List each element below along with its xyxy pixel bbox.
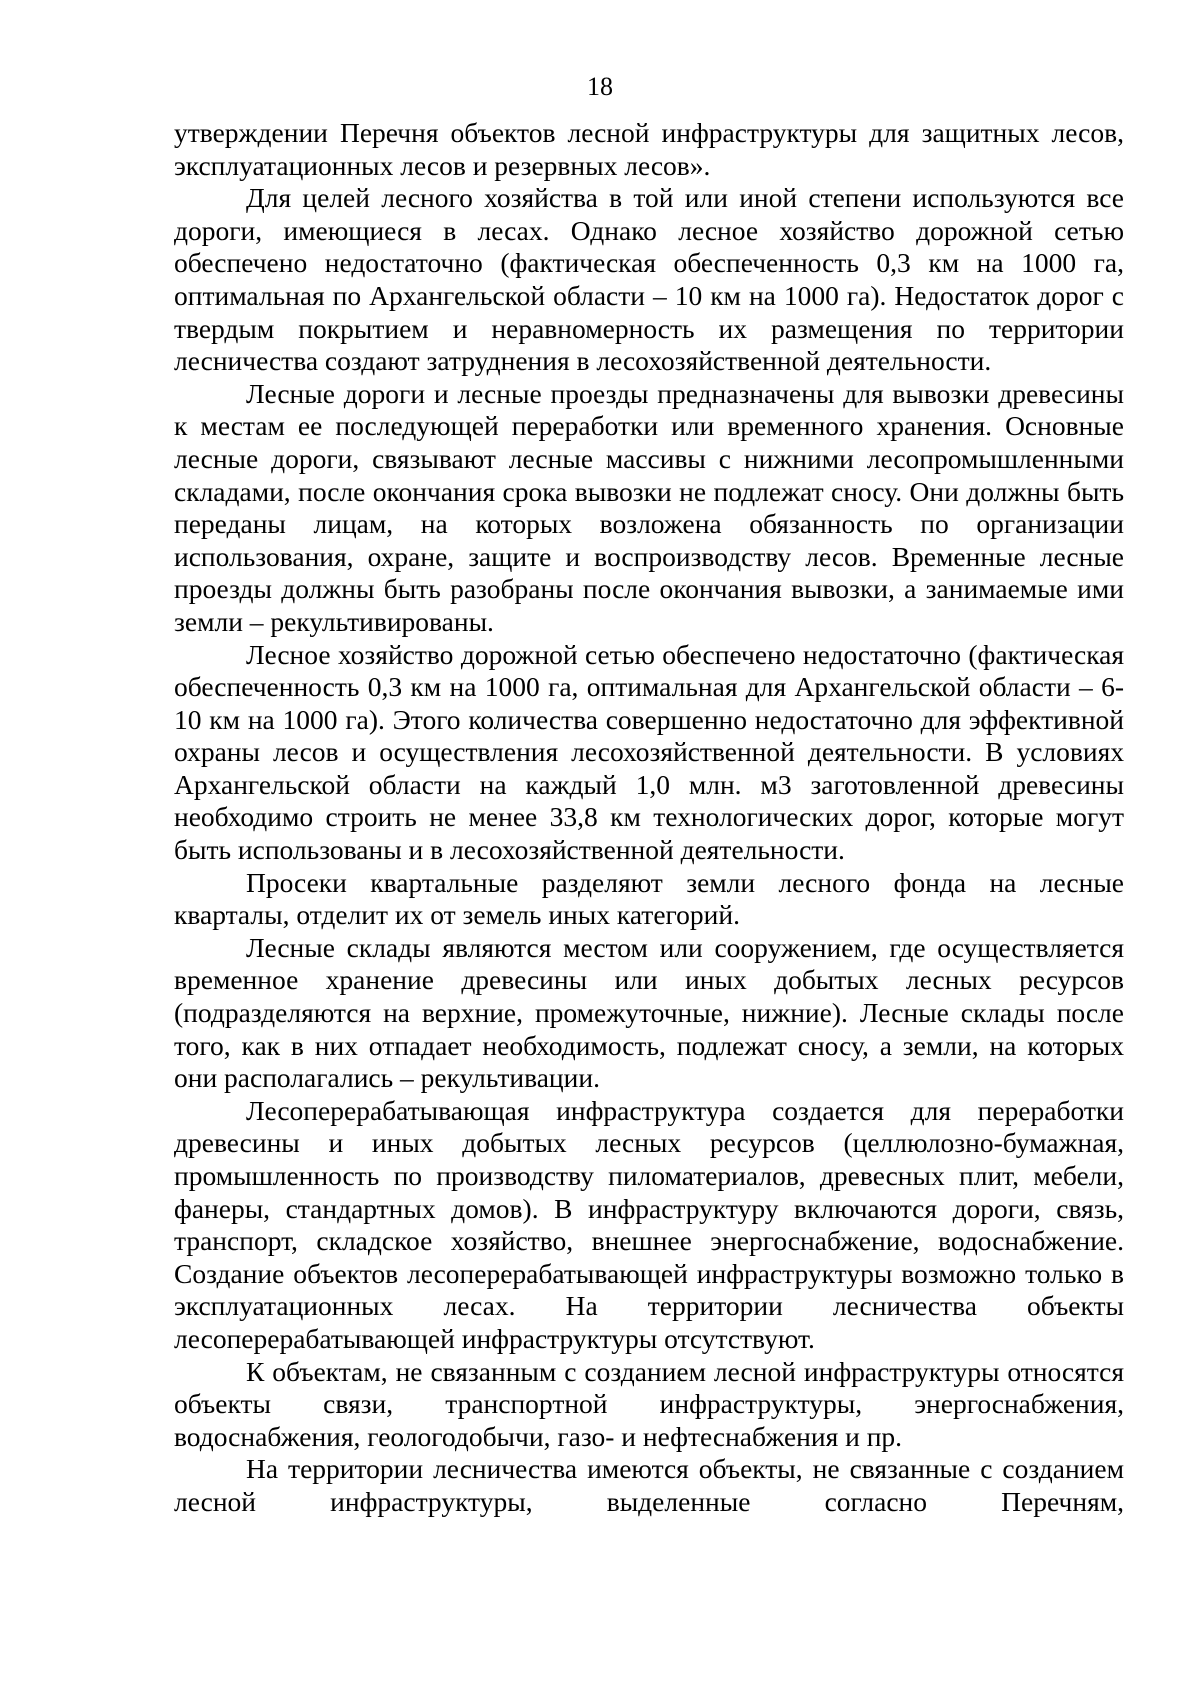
paragraph-non-forest-objects: К объектам, не связанным с созданием лесной инфраструктуры относятся объекты связи, транспортной инфраструктуры, энергоснабжения, водоснабжения, геологодобычи, газо- и нефтеснабжения и пр. (174, 1355, 1124, 1452)
paragraph-processing-infrastructure: Лесоперерабатывающая инфраструктура создается для переработки древесины и иных добытых лесных ресурсов (целлюлозно-бумажная, промышленность по производству пиломатериалов, древесных плит, мебели, фанеры, стандартных домов). В инфраструктуру включаются дороги, связь, транспорт, складское хозяйство, внешнее энергоснабжение, водоснабжение. Создание объектов лесоперерабатывающей инфраструктуры возможно только в эксплуатационных лесах. На территории лесничества объекты лесоперерабатывающей инфраструктуры отсутствуют. (174, 1094, 1124, 1354)
page-number: 18 (587, 72, 613, 101)
paragraph-roads-use: Для целей лесного хозяйства в той или иной степени используются все дороги, имеющиеся в лесах. Однако лесное хозяйство дорожной сетью обеспечено недостаточно (фактическая обеспеченность 0,3 км на 1000 га, оптимальная по Архангельской области – 10 км на 1000 га). Недостаток дорог с твердым покрытием и неравномерность их размещения по территории лесничества создают затруднения в лесохозяйственной деятельности. (174, 182, 1124, 377)
paragraph-road-network: Лесное хозяйство дорожной сетью обеспечено недостаточно (фактическая обеспеченность 0,3 км на 1000 га, оптимальная для Архангельской области – 6-10 км на 1000 га). Этого количества совершенно недостаточно для эффективной охраны лесов и осуществления лесохозяйственной деятельности. В условиях Архангельской области на каждый 1,0 млн. м3 заготовленной древесины необходимо строить не менее 33,8 км технологических дорог, которые могут быть использованы и в лесохозяйственной деятельности. (174, 638, 1124, 866)
document-body (174, 117, 1124, 1519)
paragraph-timber-yards: Лесные склады являются местом или сооружением, где осуществляется временное хранение древесины или иных добытых лесных ресурсов (подразделяются на верхние, промежуточные, нижние). Лесные склады после того, как в них отпадает необходимость, подлежат сносу, а земли, на которых они располагались – рекультивации. (174, 931, 1124, 1094)
paragraph-continued: утверждении Перечня объектов лесной инфраструктуры для защитных лесов, эксплуатационных лесов и резервных лесов». (174, 117, 1124, 181)
paragraph-forest-roads: Лесные дороги и лесные проезды предназначены для вывозки древесины к местам ее последующей переработки или временного хранения. Основные лесные дороги, связывают лесные массивы с нижними лесопромышленными складами, после окончания срока вывозки не подлежат сносу. Они должны быть переданы лицам, на которых возложена обязанность по организации использования, охране, защите и воспроизводству лесов. Временные лесные проезды должны быть разобраны после окончания вывозки, а занимаемые ими земли – рекультивированы. (174, 377, 1124, 637)
paragraph-territory-objects: На территории лесничества имеются объекты, не связанные с созданием лесной инфраструктуры, выделенные согласно Перечням, (174, 1453, 1124, 1517)
paragraph-clearings: Просеки квартальные разделяют земли лесного фонда на лесные кварталы, отделит их от земель иных категорий. (174, 866, 1124, 931)
